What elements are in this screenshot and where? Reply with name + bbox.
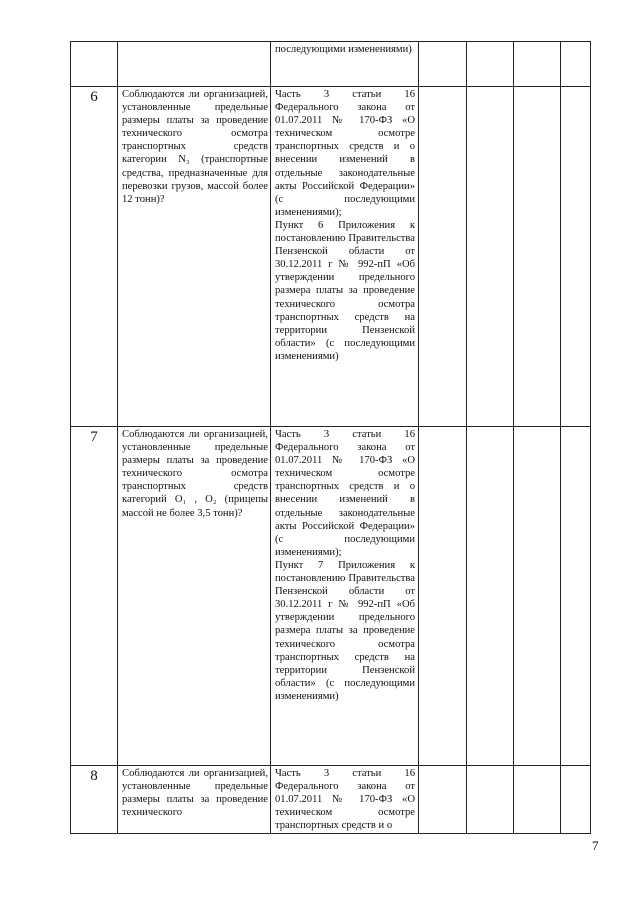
question-text: Соблюдаются ли организацией, установленные предельные размеры платы за проведение технического осмотра транспортных средств категории N₃ (транспортные средства, предназначенные для перевозки грузов, массой более 12 тонн)? <box>118 87 271 427</box>
law-cell <box>271 427 419 766</box>
answer-na-cell <box>514 87 561 427</box>
answer-yes-cell <box>419 427 467 766</box>
remarks-cell <box>561 427 591 766</box>
row-number: 7 <box>71 427 118 766</box>
page-number: 7 <box>592 838 599 853</box>
answer-no-cell <box>467 766 514 834</box>
table-row <box>71 87 591 427</box>
answer-no-cell <box>467 87 514 427</box>
law-cell <box>271 766 419 834</box>
law-reference-regional: Пункт 7 Приложения к постановлению Правительства Пензенской области от 30.12.2011 г № 992-пП «Об утверждении предельного размера платы за проведение технического осмотра транспортных средств на территории Пензенской области» (с последующими изменениями) <box>275 559 415 702</box>
table-row <box>71 766 591 834</box>
law-cell <box>271 87 419 427</box>
law-reference-federal: Часть 3 статьи 16 Федерального закона от 01.07.2011 № 170-ФЗ «О техническом осмотре транспортных средств и о внесении изменений в отдельные законодательные акты Российской Федерации» (с последующими изменениями); <box>275 89 415 218</box>
row-number: 6 <box>71 87 118 427</box>
answer-na-cell <box>514 42 561 87</box>
question-cell <box>118 42 271 87</box>
law-cell <box>271 42 419 87</box>
answer-yes-cell <box>419 87 467 427</box>
law-text: последующими изменениями) <box>275 44 412 55</box>
table-row-continuation <box>71 42 591 87</box>
answer-na-cell <box>514 427 561 766</box>
answer-yes-cell <box>419 766 467 834</box>
remarks-cell <box>561 42 591 87</box>
row-number: 8 <box>71 766 118 834</box>
remarks-cell <box>561 87 591 427</box>
answer-na-cell <box>514 766 561 834</box>
answer-no-cell <box>467 427 514 766</box>
law-reference-federal: Часть 3 статьи 16 Федерального закона от 01.07.2011 № 170-ФЗ «О техническом осмотре транспортных средств и о <box>275 768 415 832</box>
checklist-table <box>70 41 591 834</box>
table-row <box>71 427 591 766</box>
question-text: Соблюдаются ли организацией, установленные предельные размеры платы за проведение технического осмотра транспортных средств категорий O₁ , O₂ (прицепы массой не более 3,5 тонн)? <box>118 427 271 766</box>
remarks-cell <box>561 766 591 834</box>
law-reference-federal: Часть 3 статьи 16 Федерального закона от 01.07.2011 № 170-ФЗ «О техническом осмотре транспортных средств и о внесении изменений в отдельные законодательные акты Российской Федерации» (с последующими изменениями); <box>275 429 415 558</box>
law-reference-regional: Пункт 6 Приложения к постановлению Правительства Пензенской области от 30.12.2011 г № 992-пП «Об утверждении предельного размера платы за проведение технического осмотра транспортных средств на территории Пензенской области» (с последующими изменениями) <box>275 219 415 362</box>
answer-no-cell <box>467 42 514 87</box>
answer-yes-cell <box>419 42 467 87</box>
question-text: Соблюдаются ли организацией, установленные предельные размеры платы за проведение технического <box>118 766 271 834</box>
number-cell <box>71 42 118 87</box>
